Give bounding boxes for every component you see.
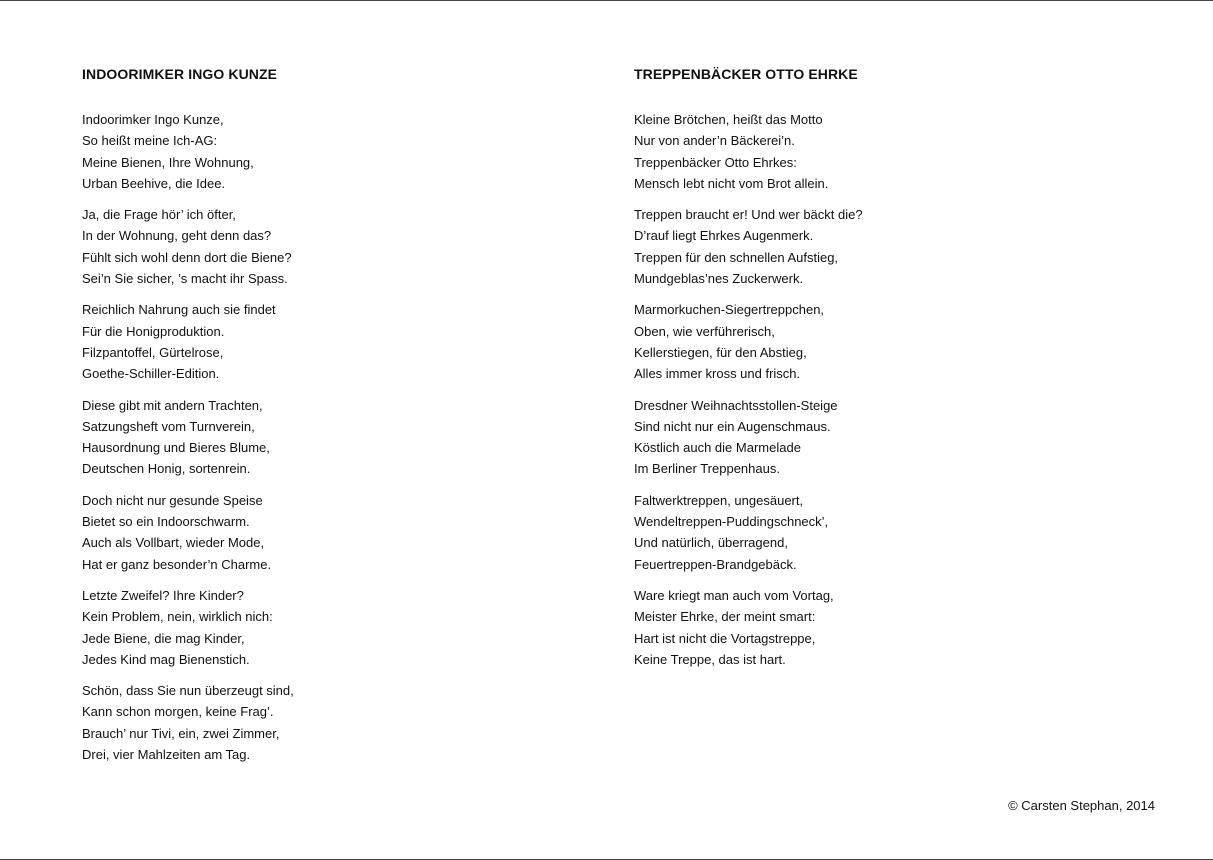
poem-line: Sei’n Sie sicher, ’s macht ihr Spass. xyxy=(82,271,288,287)
poem-line: Bietet so ein Indoorschwarm. xyxy=(82,514,250,530)
poem-line: Faltwerktreppen, ungesäuert, xyxy=(634,492,804,508)
poem-line: D’rauf liegt Ehrkes Augenmerk. xyxy=(634,228,814,244)
stanza xyxy=(82,585,562,670)
poem-line: Doch nicht nur gesunde Speise xyxy=(82,492,263,508)
stanza xyxy=(634,299,1114,384)
poem-line: Keine Treppe, das ist hart. xyxy=(634,651,786,667)
poem-title: INDOORIMKER INGO KUNZE xyxy=(82,66,278,82)
poem-line: Reichlich Nahrung auch sie findet xyxy=(82,302,276,318)
stanza xyxy=(634,490,1114,575)
poem-line: Meine Bienen, Ihre Wohnung, xyxy=(82,154,254,170)
stanza xyxy=(634,585,1114,670)
poem-stanzas xyxy=(82,109,562,765)
poem-line: Kleine Brötchen, heißt das Motto xyxy=(634,112,823,127)
poem-line: Feuertreppen-Brandgebäck. xyxy=(634,556,797,572)
poem-line: Goethe-Schiller-Edition. xyxy=(82,366,220,382)
poem-line: Nur von ander’n Bäckerei’n. xyxy=(634,133,795,149)
stanza xyxy=(82,490,562,575)
poem-line: Treppen braucht er! Und wer bäckt die? xyxy=(634,207,863,223)
poem-line: Filzpantoffel, Gürtelrose, xyxy=(82,344,224,360)
poem-line: Ja, die Frage hör’ ich öfter, xyxy=(82,207,236,223)
poem-line: Köstlich auch die Marmelade xyxy=(634,440,801,456)
poem-line: Mundgeblas’nes Zuckerwerk. xyxy=(634,271,804,287)
poem-line: Satzungsheft vom Turnverein, xyxy=(82,418,255,434)
poem-line: Urban Beehive, die Idee. xyxy=(82,175,226,191)
stanza xyxy=(82,680,562,765)
poem-line: Für die Honigproduktion. xyxy=(82,323,225,339)
poem-line: Im Berliner Treppenhaus. xyxy=(634,461,780,477)
poem-line: Ware kriegt man auch vom Vortag, xyxy=(634,587,834,603)
poem-stanzas xyxy=(634,109,1114,670)
poem-line: Brauch’ nur Tivi, ein, zwei Zimmer, xyxy=(82,725,280,741)
poem-line: In der Wohnung, geht denn das? xyxy=(82,228,272,244)
poem-line: So heißt meine Ich-AG: xyxy=(82,133,218,149)
poem-line: Wendeltreppen-Puddingschneck’, xyxy=(634,514,829,530)
poem-line: Diese gibt mit andern Trachten, xyxy=(82,397,263,413)
poem-line: Jedes Kind mag Bienenstich. xyxy=(82,651,250,667)
poem-line: Mensch lebt nicht vom Brot allein. xyxy=(634,175,829,191)
poem-line: Hat er ganz besonder’n Charme. xyxy=(82,556,272,572)
stanza xyxy=(634,109,1114,194)
poem-line: Hart ist nicht die Vortagstreppe, xyxy=(634,630,816,646)
poem-line: Meister Ehrke, der meint smart: xyxy=(634,609,816,625)
poem-line: Hausordnung und Bieres Blume, xyxy=(82,440,270,456)
poem-title: TREPPENBÄCKER OTTO EHRKE xyxy=(634,66,858,82)
poem-line: Kein Problem, nein, wirklich nich: xyxy=(82,609,273,625)
stanza xyxy=(82,204,562,289)
poem-line: Marmorkuchen-Siegertreppchen, xyxy=(634,302,825,318)
poem-line: Letzte Zweifel? Ihre Kinder? xyxy=(82,587,244,603)
poem-line: Fühlt sich wohl denn dort die Biene? xyxy=(82,249,292,265)
poem-line: Alles immer kross und frisch. xyxy=(634,366,801,382)
poem-line: Deutschen Honig, sortenrein. xyxy=(82,461,251,477)
stanza xyxy=(82,299,562,384)
poem-line: Jede Biene, die mag Kinder, xyxy=(82,630,245,646)
poem-line: Kellerstiegen, für den Abstieg, xyxy=(634,344,807,360)
stanza xyxy=(82,395,562,480)
poem-indoorimker xyxy=(82,65,562,775)
poem-line: Kann schon morgen, keine Frag’. xyxy=(82,704,274,720)
poem-line: Auch als Vollbart, wieder Mode, xyxy=(82,535,265,551)
poem-treppenbaecker xyxy=(634,65,1114,680)
poem-line: Treppenbäcker Otto Ehrkes: xyxy=(634,154,797,170)
poem-line: Indoorimker Ingo Kunze, xyxy=(82,112,224,127)
stanza xyxy=(634,395,1114,480)
poem-line: Oben, wie verführerisch, xyxy=(634,323,775,339)
copyright-notice: © Carsten Stephan, 2014 xyxy=(1008,798,1155,813)
stanza xyxy=(82,109,562,194)
poem-line: Und natürlich, überragend, xyxy=(634,535,788,551)
poem-line: Drei, vier Mahlzeiten am Tag. xyxy=(82,747,251,763)
poem-line: Sind nicht nur ein Augenschmaus. xyxy=(634,418,831,434)
stanza xyxy=(634,204,1114,289)
poem-line: Schön, dass Sie nun überzeugt sind, xyxy=(82,683,294,699)
poem-line: Treppen für den schnellen Aufstieg, xyxy=(634,249,839,265)
poem-line: Dresdner Weihnachtsstollen-Steige xyxy=(634,397,838,413)
